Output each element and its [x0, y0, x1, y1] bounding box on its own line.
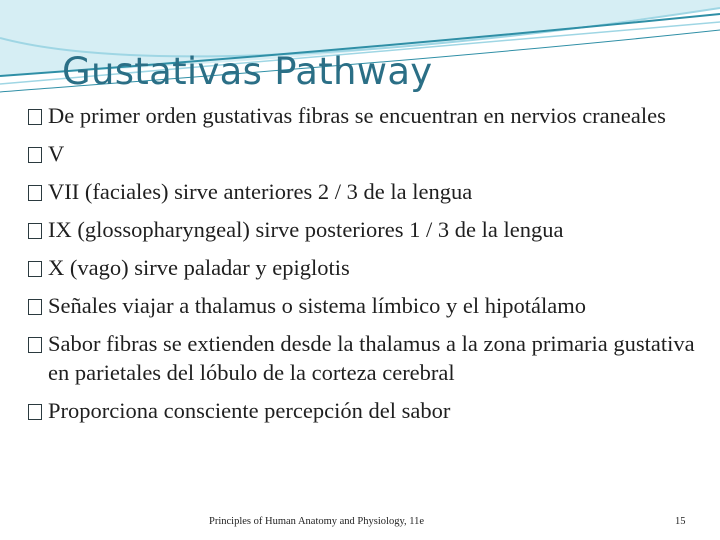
- bullet-item: [28, 178, 720, 207]
- bullet-text: X (vago) sirve paladar y epiglotis: [48, 255, 350, 280]
- slide-title: Gustativas Pathway: [62, 50, 433, 93]
- square-bullet-icon: [28, 109, 42, 125]
- bullet-item: [28, 254, 720, 283]
- bullet-item: [28, 292, 720, 321]
- bullet-text: V: [48, 141, 65, 166]
- bullet-item: [28, 330, 708, 387]
- bullet-item: [28, 397, 720, 426]
- bullet-list: [28, 102, 720, 435]
- bullet-item: [28, 102, 708, 131]
- square-bullet-icon: [28, 223, 42, 239]
- bullet-text: Proporciona consciente percepción del sabor: [48, 397, 451, 423]
- page-number: 15: [675, 516, 686, 527]
- bullet-item: [28, 140, 720, 169]
- square-bullet-icon: [28, 261, 42, 277]
- square-bullet-icon: [28, 147, 42, 163]
- bullet-text: IX (glossopharyngeal) sirve posteriores 1 / 3 de la lengua: [48, 217, 564, 242]
- bullet-text: VII (faciales) sirve anteriores 2 / 3 de la lengua: [48, 179, 473, 204]
- bullet-text: De primer orden gustativas fibras se encuentran en nervios craneales: [48, 103, 666, 128]
- bullet-item: [28, 216, 720, 245]
- bullet-text: Señales viajar a thalamus o sistema límbico y el hipotálamo: [48, 293, 586, 318]
- bullet-text: Sabor fibras se extienden desde la thalamus a la zona primaria gustativa en parietales del lóbulo de la corteza cerebral: [48, 331, 695, 385]
- square-bullet-icon: [28, 299, 42, 315]
- square-bullet-icon: [28, 337, 42, 353]
- footer-citation: Principles of Human Anatomy and Physiology, 11e: [209, 516, 425, 527]
- square-bullet-icon: [28, 185, 42, 201]
- square-bullet-icon: [28, 404, 42, 420]
